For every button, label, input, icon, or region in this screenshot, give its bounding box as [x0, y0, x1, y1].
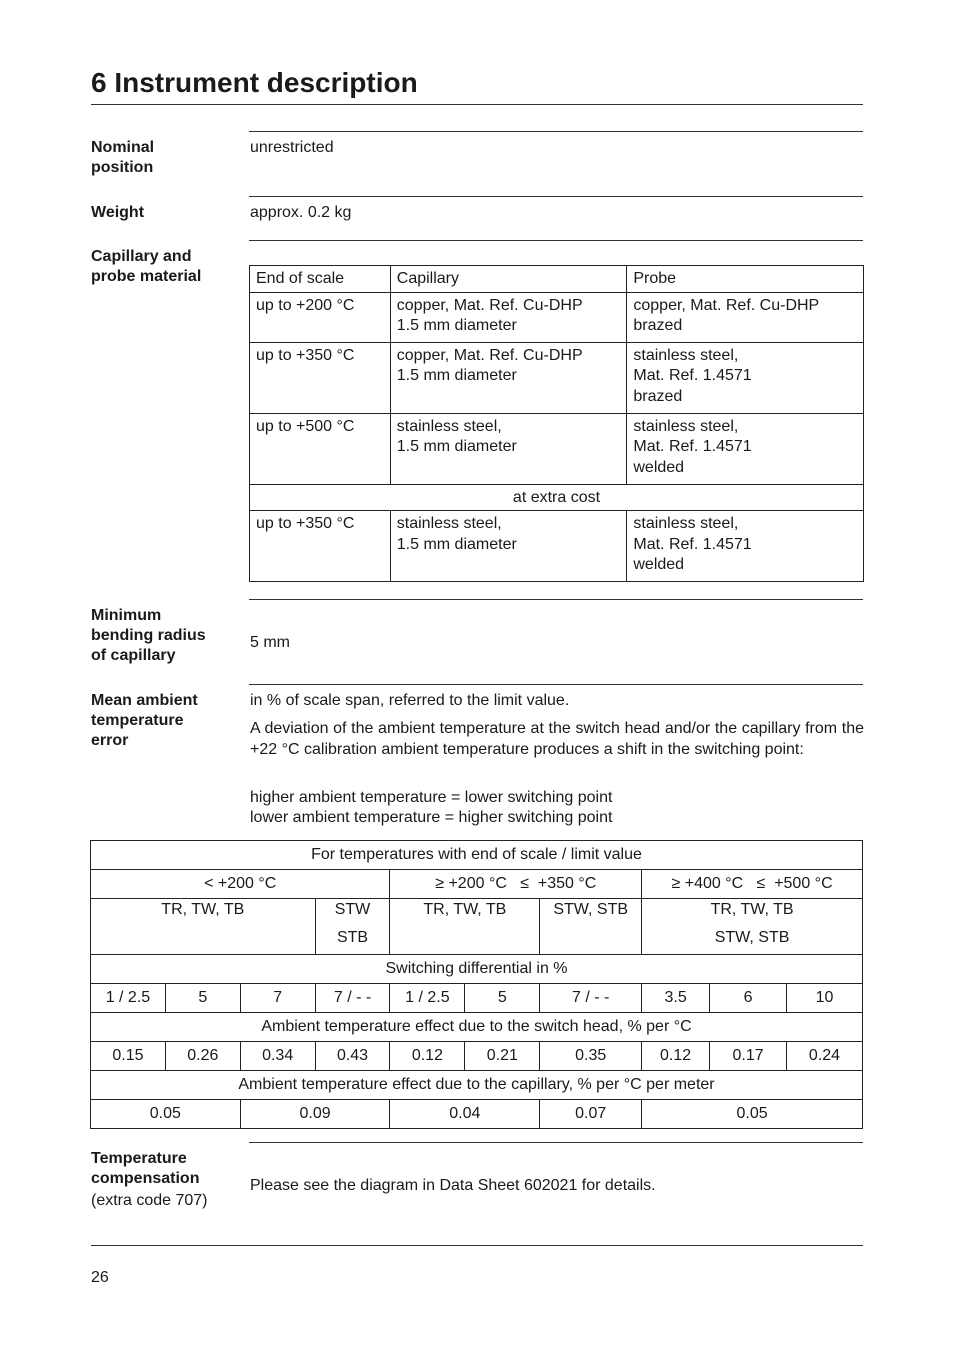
table-cell: up to +500 °C [250, 413, 391, 484]
table-row [250, 342, 864, 413]
bending-label: Minimum bending radius of capillary [91, 607, 206, 664]
diff-cell: 5 [465, 984, 540, 1013]
table-cell: copper, Mat. Ref. Cu-DHP 1.5 mm diameter [390, 292, 627, 342]
nominal-position-value: unrestricted [250, 139, 334, 156]
mean-error-paragraph: A deviation of the ambient temperature at the switch head and/or the capillary from the +22 °C calibration ambient temperature produces a shift in the switching point: [250, 720, 864, 758]
cap-cell: 0.05 [91, 1100, 241, 1129]
table-row [91, 841, 863, 870]
ambient-error-table [90, 840, 863, 1129]
type-cell [642, 899, 863, 955]
weight-value: approx. 0.2 kg [250, 204, 352, 221]
title-rule [91, 104, 863, 105]
table-cell: stainless steel, Mat. Ref. 1.4571 brazed [627, 342, 864, 413]
range-cell: < +200 °C [91, 870, 390, 899]
diff-cell: 7 / - - [315, 984, 390, 1013]
head-cell: 0.15 [91, 1042, 166, 1071]
mean-error-intro: in % of scale span, referred to the limit value. [250, 692, 570, 709]
bending-value: 5 mm [250, 634, 290, 651]
divider [249, 240, 863, 241]
table-cell: up to +350 °C [250, 511, 391, 582]
table-cell: up to +350 °C [250, 342, 391, 413]
header-cell: Probe [627, 266, 864, 293]
table-row [91, 1100, 863, 1129]
compensation-sublabel: (extra code 707) [91, 1192, 208, 1209]
mean-error-label: Mean ambient temperature error [91, 692, 198, 749]
diff-cell: 3.5 [642, 984, 710, 1013]
table-row [250, 413, 864, 484]
table-cell: stainless steel, Mat. Ref. 1.4571 welded [627, 511, 864, 582]
diff-cell: 10 [787, 984, 863, 1013]
table-row [91, 1071, 863, 1100]
compensation-label: Temperature compensation [91, 1150, 200, 1187]
table-row [250, 484, 864, 511]
diff-cell: 1 / 2.5 [390, 984, 465, 1013]
table-row [250, 292, 864, 342]
compensation-value: Please see the diagram in Data Sheet 602021 for details. [250, 1177, 656, 1194]
diff-cell: 5 [165, 984, 240, 1013]
cap-title: Ambient temperature effect due to the capillary, % per °C per meter [91, 1071, 863, 1100]
table-row [91, 1042, 863, 1071]
mean-error-line-1: higher ambient temperature = lower switching point [250, 789, 613, 806]
page-number: 26 [91, 1269, 109, 1286]
table-row [91, 899, 863, 955]
mean-error-line-2: lower ambient temperature = higher switching point [250, 809, 613, 826]
divider [249, 196, 863, 197]
type-label: TR, TW, TB [710, 901, 794, 918]
type-cell [91, 899, 316, 955]
cap-cell: 0.04 [390, 1100, 540, 1129]
diff-cell: 7 [240, 984, 315, 1013]
type-cell [540, 899, 642, 955]
cap-cell: 0.09 [240, 1100, 390, 1129]
table-cell: stainless steel, 1.5 mm diameter [390, 511, 627, 582]
table-row [91, 870, 863, 899]
type-cell [390, 899, 540, 955]
head-cell: 0.21 [465, 1042, 540, 1071]
table-cell: stainless steel, 1.5 mm diameter [390, 413, 627, 484]
diff-cell: 7 / - - [540, 984, 642, 1013]
divider [249, 599, 863, 600]
divider [249, 684, 863, 685]
footer-rule [91, 1245, 863, 1246]
head-cell: 0.26 [165, 1042, 240, 1071]
capillary-material-table [249, 265, 864, 582]
weight-label: Weight [91, 204, 145, 221]
table-cell: copper, Mat. Ref. Cu-DHP brazed [627, 292, 864, 342]
head-title: Ambient temperature effect due to the switch head, % per °C [91, 1013, 863, 1042]
head-cell: 0.24 [787, 1042, 863, 1071]
table-row [91, 955, 863, 984]
nominal-position-label: Nominal position [91, 139, 155, 176]
type-label: STW, STB [553, 901, 629, 918]
table-cell: stainless steel, Mat. Ref. 1.4571 welded [627, 413, 864, 484]
diff-cell: 6 [710, 984, 787, 1013]
page-title: 6 Instrument description [91, 67, 418, 98]
table-row [91, 984, 863, 1013]
head-cell: 0.17 [710, 1042, 787, 1071]
head-cell: 0.35 [540, 1042, 642, 1071]
type-label: TR, TW, TB [161, 901, 245, 918]
head-cell: 0.12 [390, 1042, 465, 1071]
table-row [250, 511, 864, 582]
divider [249, 131, 863, 132]
header-cell: Capillary [390, 266, 627, 293]
range-cell: ≥ +400 °C ≤ +500 °C [642, 870, 863, 899]
cap-cell: 0.05 [642, 1100, 863, 1129]
type-label: STW [334, 901, 371, 918]
head-cell: 0.43 [315, 1042, 390, 1071]
table-cell: copper, Mat. Ref. Cu-DHP 1.5 mm diameter [390, 342, 627, 413]
table-row [91, 1013, 863, 1042]
error-table-title: For temperatures with end of scale / limit value [91, 841, 863, 870]
head-cell: 0.12 [642, 1042, 710, 1071]
capillary-label: Capillary and probe material [91, 248, 202, 285]
header-cell: End of scale [250, 266, 391, 293]
type-label: STW, STB [714, 929, 790, 946]
diff-title: Switching differential in % [91, 955, 863, 984]
type-label: STB [336, 929, 369, 946]
divider [249, 1142, 863, 1143]
cap-cell: 0.07 [540, 1100, 642, 1129]
type-label: TR, TW, TB [423, 901, 507, 918]
table-row [250, 266, 864, 293]
diff-cell: 1 / 2.5 [91, 984, 166, 1013]
extra-cost-cell: at extra cost [250, 484, 864, 511]
range-cell: ≥ +200 °C ≤ +350 °C [390, 870, 642, 899]
head-cell: 0.34 [240, 1042, 315, 1071]
type-cell [315, 899, 390, 955]
table-cell: up to +200 °C [250, 292, 391, 342]
